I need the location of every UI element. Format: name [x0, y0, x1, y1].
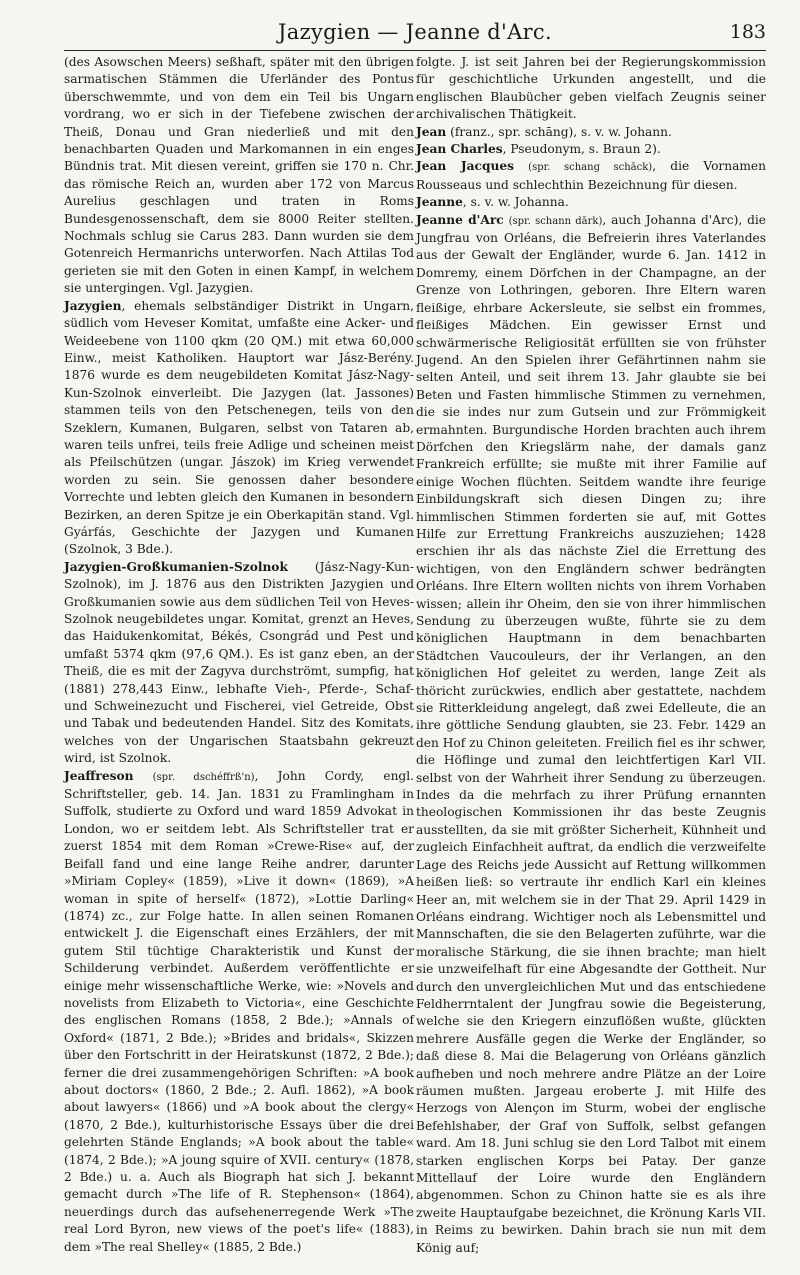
running-header: [64, 16, 766, 51]
entry-text: , John Cordy, engl. Schriftsteller, geb. 14. Jan. 1831 zu Framlingham in Suffolk, studierte zu Oxford und ward 1859 Advokat in London, wo er seitdem lebt. Als Schriftsteller trat er zuerst 1854 mit dem Roman »Crewe-Rise« auf, der Beifall fand und eine lange Reihe andrer, darunter »Miriam Copley« (1859), »Live it down« (1869), »A woman in spite of herself« (1872), »Lottie Darling« (1874) zc., zur Folge hatte. In allen seinen Romanen entwickelt J. die Eigenschaft eines Erzählers, der mit gutem Stil tüchtige Charakteristik und Kunst der Schilderung verbindet. Außerdem veröffentlichte er einige mehr wissenschaftliche Werke, wie: »Novels and novelists from Elizabeth to Victoria«, eine Geschichte des englischen Romans (1858, 2 Bde.); »Annals of Oxford« (1871, 2 Bde.); »Brides and bridals«, Skizzen über den Fortschritt in der Heiratskunst (1872, 2 Bde.); ferner die drei zusammengehörigen Schriften: »A book about doctors« (1860, 2 Bde.; 2. Aufl. 1862), »A book about lawyers« (1866) und »A book about the clergy« (1870, 2 Bde.), kulturhistorische Essays über die drei gelehrten Stände Englands; »A book about the table« (1874, 2 Bde.); »A joung squire of XVII. century« (1878, 2 Bde.) u. a. Auch als Biograph hat sich J. bekannt gemacht durch »The life of R. Stephenson« (1864), neuerdings durch das aufsehenerregende Werk »The real Lord Byron, new views of the poet's life« (1883), dem »The real Shelley« (1885, 2 Bde.): [64, 768, 414, 1254]
page-number: 183: [729, 21, 766, 43]
entry-paragraph: [416, 141, 766, 158]
entry-text: , die Vornamen Rousseaus und schlechthin Bezeichnung für diesen.: [416, 159, 766, 192]
columns: [64, 54, 766, 1257]
entry-paragraph: [64, 298, 414, 559]
entry-paragraph: [416, 212, 766, 1257]
entry-pronunciation: (spr. schann dārk): [508, 215, 603, 227]
entry-text: (franz., spr. schāng), s. v. w. Johann.: [446, 124, 672, 139]
entry-paragraph: [416, 54, 766, 124]
entry-text: , auch Johanna d'Arc), die Jungfrau von Orléans, die Befreierin ihres Vaterlandes aus der Gewalt der Engländer, wurde 6. Jan. 1412 in Domremy, einem Dörfchen in der Champagne, an der Grenze von Lothringen, geboren. Ihre Eltern waren fleißige, ehrbare Ackersleute, sie selbst ein frommes, fleißiges Mädchen. Ein gewisser Ernst und schwärmerische Religiosität erfüllten sie von frühster Jugend. An den Spielen ihrer Gefährtinnen nahm sie selten Anteil, und seit ihrem 13. Jahr glaubte sie bei Beten und Fasten himmlische Stimmen zu vernehmen, die sie indes nur zum Gutsein und zur Frömmigkeit ermahnten. Burgundische Horden brachten auch ihrem Dörfchen den Kriegslärm nahe, der damals ganz Frankreich erfüllte; sie mußte mit ihrer Familie auf einige Wochen flüchten. Seitdem wandte ihre feurige Einbildungskraft sich diesen Dingen zu; ihre himmlischen Stimmen forderten sie auf, mit Gottes Hilfe zur Errettung Frankreichs auszuziehen; 1428 erschien ihr als das nächste Ziel die Errettung des wichtigen, von den Engländern schwer bedrängten Orléans. Ihre Eltern wollten nichts von ihrem Vorhaben wissen; allein ihr Oheim, den sie von ihrer himmlischen Sendung zu überzeugen wußte, führte sie zu dem königlichen Hauptmann in dem benachbarten Städtchen Vaucouleurs, der ihr Verlangen, an den königlichen Hof geleitet zu werden, lange Zeit als thöricht zurückwies, endlich aber gestattete, nachdem sie Ritterkleidung angelegt, daß zwei Edelleute, die an ihre göttliche Sendung glaubten, sie 23. Febr. 1429 an den Hof zu Chinon geleiteten. Freilich fiel es ihr schwer, die Höflinge und zumal den leichtfertigen Karl VII. selbst von der Wahrheit ihrer Sendung zu überzeugen. Indes da die mehrfach zu ihrer Prüfung ernannten theologischen Kommissionen ihr das beste Zeugnis ausstellten, da sie mit größter Sicherheit, Kühnheit und zugleich Einfachheit auftrat, da endlich die verzweifelte Lage des Reichs jede Aussicht auf Rettung willkommen heißen ließ: so vertraute ihr endlich Karl ein kleines Heer an, mit welchem sie in der That 29. April 1429 in Orléans eindrang. Wichtiger noch als Lebensmittel und Mannschaften, die sie den Belagerten zuführte, war die moralische Stärkung, die sie ihnen brachte; man hielt sie unzweifelhaft für eine Abgesandte der Gottheit. Nur durch den unvergleichlichen Mut und das entschiedene Feldherrntalent der Jungfrau sowie die Begeisterung, welche sie den Kriegern einzuflößen wußte, glückten mehrere Ausfälle gegen die Werke der Engländer, so daß diese 8. Mai die Belagerung von Orléans gänzlich aufheben und noch mehrere andre Plätze an der Loire räumen mußten. Jargeau eroberte J. mit Hilfe des Herzogs von Alençon im Sturm, wobei der englische Befehlshaber, der Graf von Suffolk, selbst gefangen ward. Am 18. Juni schlug sie den Lord Talbot mit einem starken englischen Korps bei Patay. Der ganze Mittellauf der Loire wurde den Engländern abgenommen. Schon zu Chinon hatte sie es als ihre zweite Hauptaufgabe bezeichnet, die Krönung Karls VII. in Reims zu bewirken. Dahin brach sie nun mit dem König auf;: [416, 212, 767, 1255]
entry-text: , s. v. w. Johanna.: [462, 195, 569, 210]
entry-keyword: Jean Charles: [416, 142, 503, 157]
entry-paragraph: [416, 124, 766, 141]
right-column: [416, 54, 766, 1257]
entry-pronunciation: (spr. dschéffrß'n): [152, 771, 255, 783]
entry-keyword: Jean: [416, 124, 447, 139]
entry-text: (des Asowschen Meers) seßhaft, später mit den übrigen sarmatischen Stämmen die Uferländer des Pontus überschwemmte, und von dem ein Teil bis Ungarn vordrang, wo er sich in der Tiefebene zwischen der Theiß, Donau und Gran niederließ und mit den benachbarten Quaden und Markomannen in ein enges Bündnis trat. Mit diesen vereint, griffen sie 170 n. Chr. das römische Reich an, wurden aber 172 von Marcus Aurelius geschlagen und traten in Roms Bundesgenossenschaft, dem sie 8000 Reiter stellten. Nochmals schlug sie Carus 283. Dann wurden sie dem Gotenreich Hermanrichs unterworfen. Nach Attilas Tod gerieten sie mit den Goten in einen Kampf, in welchem sie untergingen. Vgl. Jazygien.: [64, 55, 414, 296]
entry-paragraph: [64, 768, 414, 1256]
entry-keyword: Jeanne d'Arc: [416, 212, 504, 227]
entry-paragraph: [64, 54, 414, 298]
entry-keyword: Jazygien: [64, 298, 122, 313]
entry-paragraph: [64, 559, 414, 768]
entry-keyword: Jeaffreson: [64, 768, 134, 783]
entry-pronunciation: (spr. schang schāck): [528, 162, 653, 174]
page-title: Jazygien — Jeanne d'Arc.: [278, 20, 552, 44]
entry-text: folgte. J. ist seit Jahren bei der Regierungskommission für geschichtliche Urkunden angestellt, und die englischen Blaubücher geben vielfach Zeugnis seiner archivalischen Thätigkeit.: [416, 55, 766, 122]
entry-keyword: Jazygien-Großkumanien-Szolnok: [64, 559, 288, 574]
entry-text: (Jász-Nagy-Kun-Szolnok), im J. 1876 aus den Distrikten Jazygien und Großkumanien sowie aus dem südlichen Teil von Heves-Szolnok neugebildetes ungar. Komitat, grenzt an Heves, das Haidukenkomitat, Békés, Csongrád und Pest und umfaßt 5374 qkm (97,6 QM.). Es ist ganz eben, an der Theiß, die es mit der Zagyva durchströmt, sumpfig, hat (1881) 278,443 Einw., lebhafte Vieh-, Pferde-, Schaf- und Schweinezucht und Fischerei, viel Getreide, Obst und Tabak und bedeutenden Handel. Sitz des Komitats, welches von der Ungarischen Staatsbahn gekreuzt wird, ist Szolnok.: [64, 559, 414, 766]
entry-keyword: Jeanne: [416, 195, 463, 210]
entry-text: , Pseudonym, s. Braun 2).: [502, 142, 661, 157]
entry-text: , ehemals selbständiger Distrikt in Ungarn, südlich vom Heveser Komitat, umfaßte eine Acker- und Weideebene von 1100 qkm (20 QM.) mit etwa 60,000 Einw., meist Katholiken. Hauptort war Jász-Berény. 1876 wurde es dem neugebildeten Komitat Jász-Nagy-Kun-Szolnok einverleibt. Die Jazygen (lat. Jassones) stammen teils von den Petschenegen, teils von den Szeklern, Kumanen, Bulgaren, selbst von Tataren ab, waren teils unfrei, teils freie Adlige und scheinen meist als Pfeilschützen (ungar. Jászok) im Krieg verwendet worden zu sein. Sie genossen daher besondere Vorrechte und lebten gleich den Kumanen in besondern Bezirken, an deren Spitze je ein Oberkapitän stand. Vgl. Gyárfás, Geschichte der Jazygen und Kumanen (Szolnok, 3 Bde.).: [64, 298, 414, 557]
entry-keyword: Jean Jacques: [416, 159, 514, 174]
entry-paragraph: [416, 194, 766, 211]
left-column: [64, 54, 414, 1257]
entry-paragraph: [416, 158, 766, 194]
